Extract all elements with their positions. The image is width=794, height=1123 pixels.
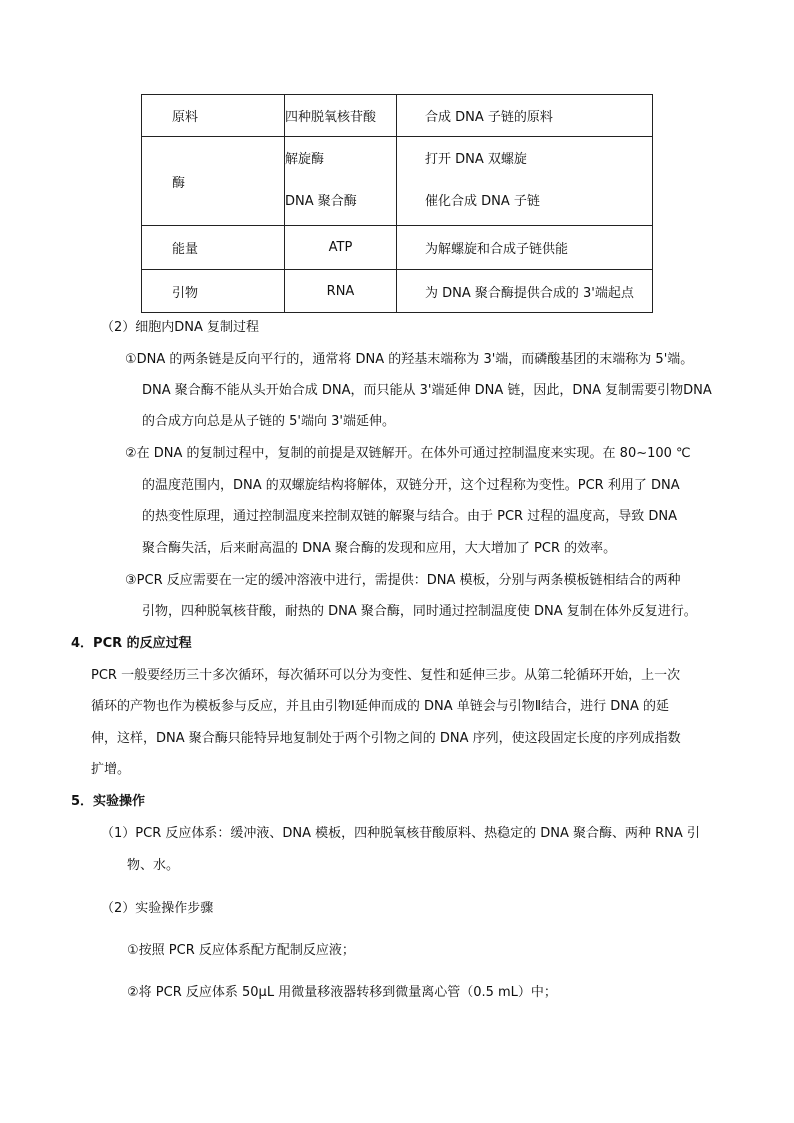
- table-row: [142, 226, 653, 270]
- step-line: ②将 PCR 反应体系 50μL 用微量移液器转移到微量离心管（0.5 mL）中；: [127, 985, 557, 1000]
- paragraph-line: 物、水。: [127, 858, 180, 873]
- table-row: [142, 270, 653, 313]
- paragraph-line: 聚合酶失活，后来耐高温的 DNA 聚合酶的发现和应用，大大增加了 PCR 的效率。: [142, 541, 617, 556]
- paragraph-line: 循环的产物也作为模板参与反应，并且由引物Ⅰ延伸而成的 DNA 单链会与引物Ⅱ结合，进行 DNA 的延: [91, 699, 670, 714]
- paragraph-line: （1）PCR 反应体系：缓冲液、DNA 模板，四种脱氧核苷酸原料、热稳定的 DNA 聚合酶、两种 RNA 引: [101, 826, 700, 841]
- paragraph-line: PCR 一般要经历三十多次循环，每次循环可以分为变性、复性和延伸三步。从第二轮循环开始，上一次: [91, 668, 681, 683]
- paragraph-line: 的温度范围内，DNA 的双螺旋结构将解体，双链分开，这个过程称为变性。PCR 利用了 DNA: [142, 478, 680, 493]
- section-heading: 4．PCR 的反应过程: [71, 636, 192, 651]
- paragraph-line: 扩增。: [91, 762, 131, 777]
- paragraph-line: ①DNA 的两条链是反向平行的，通常将 DNA 的羟基末端称为 3'端，而磷酸基团的末端称为 5'端。: [125, 352, 694, 367]
- row-role: 为 DNA 聚合酶提供合成的 3'端起点: [397, 270, 653, 313]
- subheading: （2）实验操作步骤: [101, 901, 214, 916]
- section-heading: （2）细胞内DNA 复制过程: [101, 320, 260, 335]
- paragraph-line: 伸，这样，DNA 聚合酶只能特异地复制处于两个引物之间的 DNA 序列，使这段固定长度的序列成指数: [91, 731, 681, 746]
- row-item: 四种脱氧核苷酸: [285, 95, 397, 137]
- paragraph-line: DNA 聚合酶不能从头开始合成 DNA，而只能从 3'端延伸 DNA 链，因此，DNA 复制需要引物DNA: [142, 383, 712, 398]
- row-items: [285, 137, 397, 226]
- row-role: 为解螺旋和合成子链供能: [397, 226, 653, 270]
- paragraph-line: 的热变性原理，通过控制温度来控制双链的解聚与结合。由于 PCR 过程的温度高，导致 DNA: [142, 509, 677, 524]
- replication-conditions-table: [141, 94, 653, 313]
- table-row: [142, 137, 653, 226]
- row-role: 合成 DNA 子链的原料: [397, 95, 653, 137]
- step-line: ①按照 PCR 反应体系配方配制反应液；: [127, 943, 355, 958]
- row-role: 打开 DNA 双螺旋: [425, 152, 527, 167]
- row-item: RNA: [285, 270, 397, 313]
- row-item: DNA 聚合酶: [285, 194, 357, 209]
- paragraph-line: ③PCR 反应需要在一定的缓冲溶液中进行，需提供：DNA 模板，分别与两条模板链相结合的两种: [125, 573, 681, 588]
- row-roles: [397, 137, 653, 226]
- row-label: 引物: [142, 270, 285, 313]
- paragraph-line: 的合成方向总是从子链的 5'端向 3'端延伸。: [142, 414, 395, 429]
- row-label: 原料: [142, 95, 285, 137]
- paragraph-line: ②在 DNA 的复制过程中，复制的前提是双链解开。在体外可通过控制温度来实现。在 80~100 ℃: [125, 446, 691, 461]
- section-heading: 5．实验操作: [71, 794, 146, 809]
- row-role: 催化合成 DNA 子链: [425, 194, 540, 209]
- row-label: 能量: [142, 226, 285, 270]
- row-item: 解旋酶: [285, 152, 325, 167]
- paragraph-line: 引物，四种脱氧核苷酸，耐热的 DNA 聚合酶，同时通过控制温度使 DNA 复制在体外反复进行。: [142, 604, 697, 619]
- row-item: ATP: [285, 226, 397, 270]
- table-row: [142, 95, 653, 137]
- row-label: 酶: [142, 137, 285, 226]
